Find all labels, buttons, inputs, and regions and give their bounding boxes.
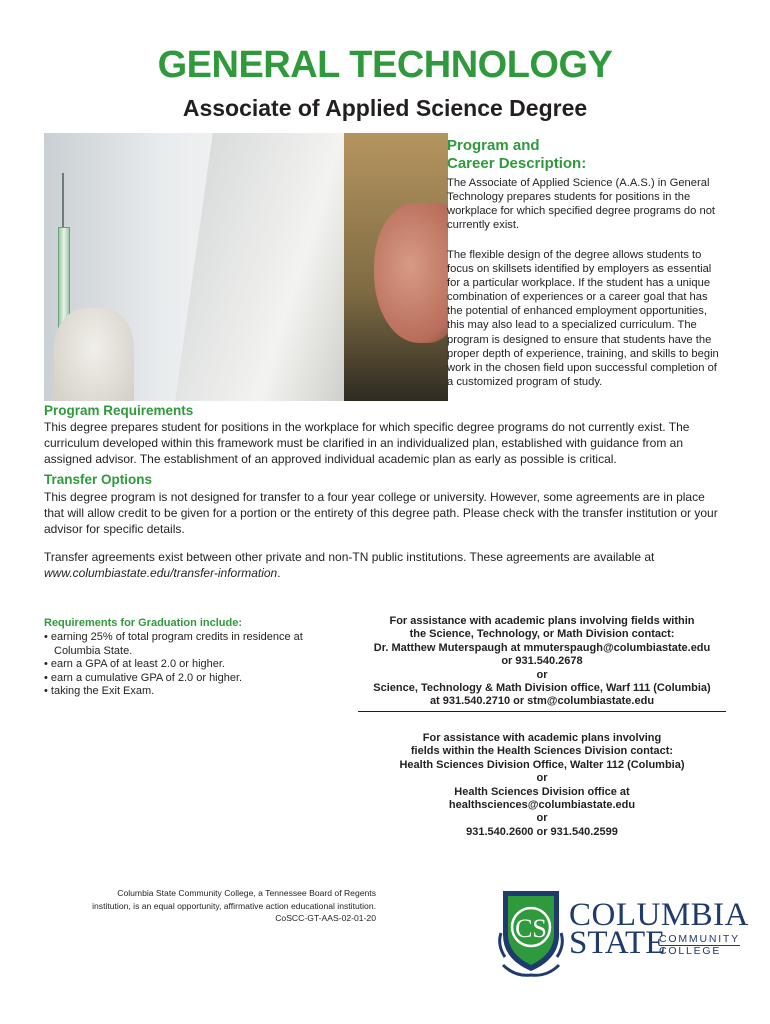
logo-name-line2: STATE [569,925,666,961]
columbia-state-logo [495,885,750,981]
health-contact-email[interactable]: healthsciences@columbiastate.edu [448,799,636,812]
stem-contact-line: the Science, Technology, or Math Division contact: [409,628,675,641]
page-title: GENERAL TECHNOLOGY [157,44,613,86]
logo-tagline [659,934,740,957]
transfer-options-text: This degree program is not designed for transfer to a four year college or university. However, some agreements are in place that will allow credit to be given for a portion or the entirety of this degree path. Please check with the transfer institution or your advisor for specific details. [44,490,718,537]
hero-photo [44,133,448,401]
gloved-hand-shape [54,308,134,401]
health-contact-line: For assistance with academic plans involving [422,732,662,744]
footer-line: institution, is an equal opportunity, affirmative action educational institution. [92,900,376,911]
list-item: • taking the Exit Exam. [44,685,155,697]
footer-document-code: CoSCC-GT-AAS-02-01-20 [275,913,376,923]
stem-contact-line: or [536,668,548,681]
health-contact-line: Health Sciences Division Office, Walter 112 (Columbia) [399,758,685,771]
health-contact-line: or [536,772,548,785]
career-description-paragraph-2: The flexible design of the degree allows students to focus on skillsets identified by employers as essential for a particular workplace. If the student has a unique combination of experiences or a career goal that has the potential of enhanced employment opportunities, this may also lead to a specialized curriculum. The program is designed to ensure that students have the proper depth of experience, training, and skills to begin work in the chosen field upon successful completion of a customized program of study. [447,249,719,388]
list-item: • earn a cumulative GPA of 2.0 or higher. [44,671,243,684]
contact-divider [358,711,726,712]
health-contact-block [358,732,726,839]
graduation-requirements-list [44,631,344,699]
stem-contact-block [358,615,726,709]
stem-contact-phone: or 931.540.2678 [501,655,583,668]
career-description-paragraph-1: The Associate of Applied Science (A.A.S.) in General Technology prepares students for positions in the workplace for which specified degree programs do not currently exist. [447,177,716,232]
transfer-information-link[interactable]: www.columbiastate.edu/transfer-information [44,566,278,581]
logo-monogram: CS [515,914,547,943]
logo-tagline-line1: COMMUNITY [659,933,740,945]
transfer-url-period: . [277,566,281,581]
program-requirements-heading: Program Requirements [44,403,194,418]
program-requirements-text: This degree prepares student for positions in the workplace for which specific degree programs do not currently exist. The curriculum developed within this framework must be clarified in an individualized plan, established with guidance from an assigned advisor. The establishment of an approved individual academic plan as early as possible is critical. [44,420,690,467]
career-heading-line1: Program and [447,137,540,154]
transfer-agreements-sentence: Transfer agreements exist between other private and non-TN public institutions. These agreements are available at [44,550,655,564]
list-item: • earning 25% of total program credits in residence at Columbia State. [44,631,303,657]
stem-office-contact[interactable]: at 931.540.2710 or stm@columbiastate.edu [429,695,655,708]
footer-notice [60,887,376,925]
career-description-heading [447,137,717,173]
graduation-requirements-heading: Requirements for Graduation include: [44,617,243,629]
logo-tagline-line2: COLLEGE [659,945,722,957]
stem-contact-line: For assistance with academic plans involving fields within [389,615,695,627]
page-subtitle: Associate of Applied Science Degree [182,95,588,121]
transfer-options-heading: Transfer Options [44,472,153,487]
logo-name-line1: COLUMBIA [569,897,750,933]
needle-shape [62,173,64,229]
transfer-agreements-text [44,549,724,581]
health-contact-line: fields within the Health Sciences Division contact: [410,745,674,758]
list-item: • earn a GPA of at least 2.0 or higher. [44,658,225,670]
career-heading-line2: Career Description: [447,155,587,172]
footer-line: Columbia State Community College, a Tennessee Board of Regents [117,888,376,898]
health-contact-phone: 931.540.2600 or 931.540.2599 [466,825,618,838]
health-contact-line: Health Sciences Division office at [454,785,630,798]
stem-contact-line: Science, Technology & Math Division office, Warf 111 (Columbia) [373,682,711,695]
stem-contact-email[interactable]: Dr. Matthew Muterspaugh at mmuterspaugh@columbiastate.edu [373,641,711,654]
health-contact-line: or [536,812,548,825]
shield-icon [495,885,567,981]
